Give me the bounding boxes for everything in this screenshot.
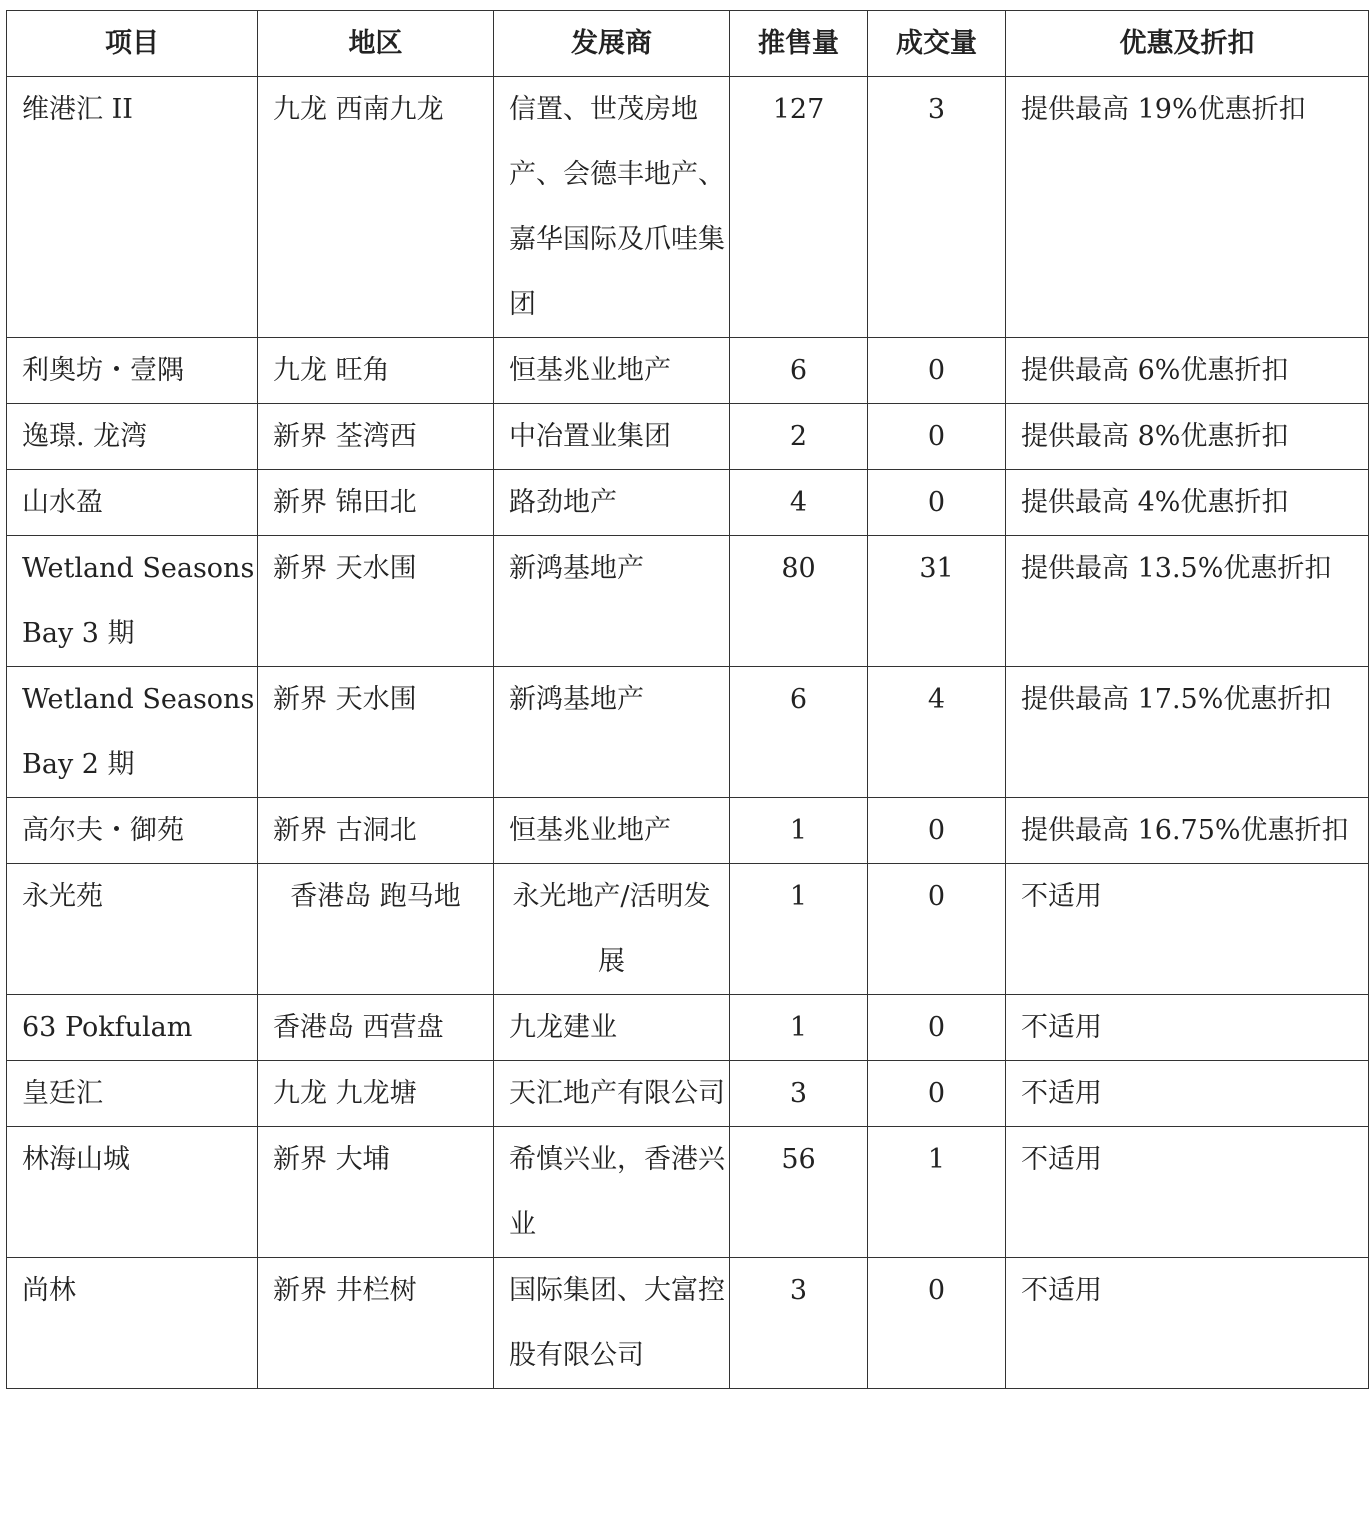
header-sold: 成交量 <box>868 11 1006 77</box>
cell-offer: 提供最高 6%优惠折扣 <box>1006 338 1369 404</box>
cell-launched: 1 <box>730 798 868 864</box>
cell-offer: 提供最高 19%优惠折扣 <box>1006 77 1369 338</box>
table-row <box>7 1258 1369 1389</box>
table-row <box>7 864 1369 995</box>
table-row <box>7 667 1369 798</box>
cell-project: 林海山城 <box>7 1127 258 1258</box>
cell-offer: 不适用 <box>1006 995 1369 1061</box>
cell-project: 皇廷汇 <box>7 1061 258 1127</box>
cell-project: 逸璟. 龙湾 <box>7 404 258 470</box>
cell-project: Wetland Seasons Bay 3 期 <box>7 536 258 667</box>
cell-project: 利奥坊・壹隅 <box>7 338 258 404</box>
cell-launched: 127 <box>730 77 868 338</box>
table-row <box>7 995 1369 1061</box>
cell-project: 山水盈 <box>7 470 258 536</box>
header-developer: 发展商 <box>494 11 730 77</box>
cell-developer: 永光地产/活明发展 <box>494 864 730 995</box>
cell-launched: 1 <box>730 995 868 1061</box>
cell-developer: 国际集团、大富控股有限公司 <box>494 1258 730 1389</box>
cell-launched: 56 <box>730 1127 868 1258</box>
cell-developer: 恒基兆业地产 <box>494 798 730 864</box>
cell-region: 香港岛 跑马地 <box>258 864 494 995</box>
cell-sold: 0 <box>868 470 1006 536</box>
property-sales-table <box>6 10 1369 1389</box>
cell-project: 63 Pokfulam <box>7 995 258 1061</box>
table-row <box>7 77 1369 338</box>
table-row <box>7 338 1369 404</box>
table-row <box>7 1127 1369 1258</box>
cell-launched: 1 <box>730 864 868 995</box>
header-row <box>7 11 1369 77</box>
table-row <box>7 798 1369 864</box>
cell-developer: 新鸿基地产 <box>494 536 730 667</box>
cell-sold: 3 <box>868 77 1006 338</box>
cell-sold: 4 <box>868 667 1006 798</box>
table-row <box>7 470 1369 536</box>
cell-offer: 提供最高 4%优惠折扣 <box>1006 470 1369 536</box>
cell-region: 新界 锦田北 <box>258 470 494 536</box>
cell-developer: 新鸿基地产 <box>494 667 730 798</box>
cell-project: Wetland Seasons Bay 2 期 <box>7 667 258 798</box>
cell-region: 九龙 九龙塘 <box>258 1061 494 1127</box>
cell-region: 新界 大埔 <box>258 1127 494 1258</box>
cell-developer: 信置、世茂房地产、会德丰地产、嘉华国际及爪哇集团 <box>494 77 730 338</box>
cell-offer: 不适用 <box>1006 1127 1369 1258</box>
cell-launched: 6 <box>730 338 868 404</box>
header-region: 地区 <box>258 11 494 77</box>
table-row <box>7 1061 1369 1127</box>
cell-project: 尚林 <box>7 1258 258 1389</box>
cell-offer: 提供最高 17.5%优惠折扣 <box>1006 667 1369 798</box>
cell-developer: 中冶置业集团 <box>494 404 730 470</box>
header-launched: 推售量 <box>730 11 868 77</box>
cell-region: 新界 天水围 <box>258 536 494 667</box>
cell-offer: 提供最高 8%优惠折扣 <box>1006 404 1369 470</box>
cell-sold: 0 <box>868 864 1006 995</box>
cell-sold: 0 <box>868 338 1006 404</box>
cell-sold: 31 <box>868 536 1006 667</box>
cell-launched: 3 <box>730 1258 868 1389</box>
cell-developer: 恒基兆业地产 <box>494 338 730 404</box>
cell-launched: 6 <box>730 667 868 798</box>
cell-sold: 0 <box>868 798 1006 864</box>
table-row <box>7 536 1369 667</box>
cell-developer: 天汇地产有限公司 <box>494 1061 730 1127</box>
cell-project: 维港汇 II <box>7 77 258 338</box>
cell-region: 新界 荃湾西 <box>258 404 494 470</box>
cell-sold: 0 <box>868 1258 1006 1389</box>
cell-offer: 不适用 <box>1006 1061 1369 1127</box>
cell-launched: 80 <box>730 536 868 667</box>
header-project: 项目 <box>7 11 258 77</box>
cell-offer: 提供最高 13.5%优惠折扣 <box>1006 536 1369 667</box>
cell-developer: 希慎兴业，香港兴业 <box>494 1127 730 1258</box>
cell-region: 新界 天水围 <box>258 667 494 798</box>
cell-region: 九龙 西南九龙 <box>258 77 494 338</box>
cell-offer: 不适用 <box>1006 1258 1369 1389</box>
cell-launched: 3 <box>730 1061 868 1127</box>
cell-launched: 2 <box>730 404 868 470</box>
cell-developer: 路劲地产 <box>494 470 730 536</box>
cell-sold: 1 <box>868 1127 1006 1258</box>
cell-developer: 九龙建业 <box>494 995 730 1061</box>
cell-offer: 提供最高 16.75%优惠折扣 <box>1006 798 1369 864</box>
cell-region: 九龙 旺角 <box>258 338 494 404</box>
header-offer: 优惠及折扣 <box>1006 11 1369 77</box>
cell-sold: 0 <box>868 1061 1006 1127</box>
cell-region: 香港岛 西营盘 <box>258 995 494 1061</box>
cell-project: 永光苑 <box>7 864 258 995</box>
cell-launched: 4 <box>730 470 868 536</box>
cell-offer: 不适用 <box>1006 864 1369 995</box>
cell-project: 高尔夫・御苑 <box>7 798 258 864</box>
cell-sold: 0 <box>868 995 1006 1061</box>
cell-region: 新界 井栏树 <box>258 1258 494 1389</box>
cell-region: 新界 古洞北 <box>258 798 494 864</box>
table-row <box>7 404 1369 470</box>
cell-sold: 0 <box>868 404 1006 470</box>
